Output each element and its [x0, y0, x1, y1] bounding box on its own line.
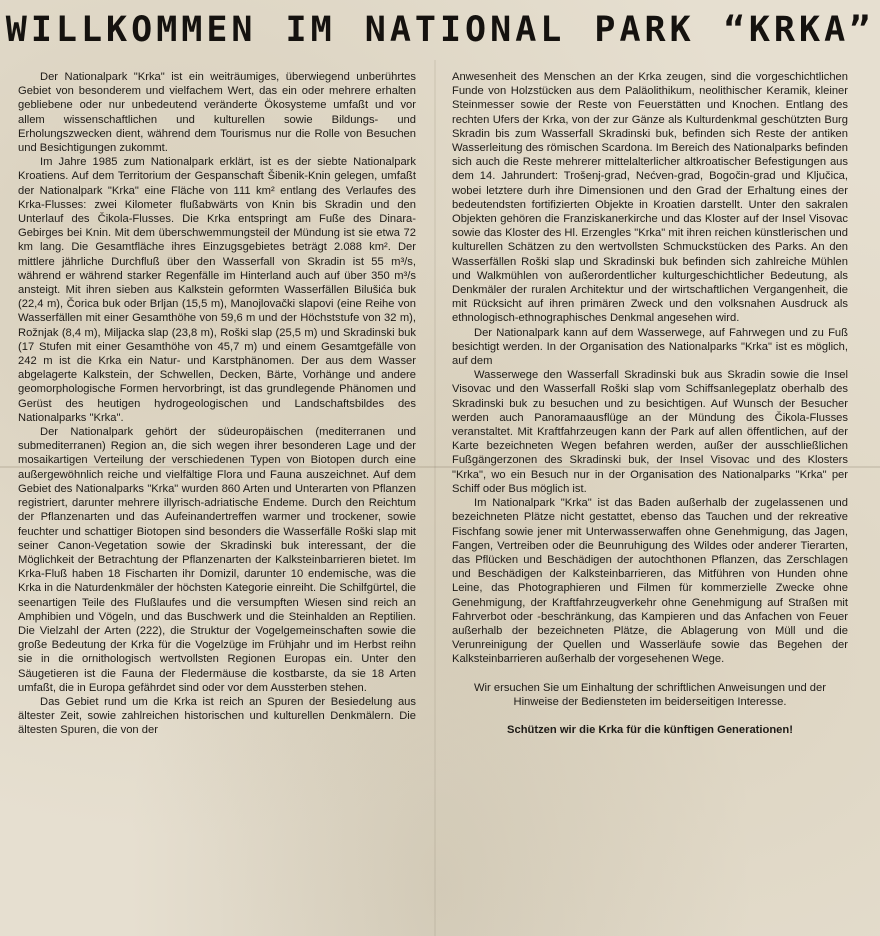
- paragraph-rules: Im Nationalpark "Krka" ist das Baden außerhalb der zugelassenen und bezeichneten Plätze nicht gestattet, ebenso das Tauchen und der rekreative Fischfang sowie jener mit Unterwasserwaffen ohne Genehmigung, das Jagen, Fangen, Vertreiben oder die Beunruhigung des Wildes oder anderer Tierarten, das Pflücken und Beschädigen der autochthonen Pflanzen, das Zerschlagen und Beschädigen der Kalksteinbarrieren, das Mitführen von Hunden ohne Leine, das Photographieren und Filmen für kommerzielle Zwecke ohne Genehmigung, der Kraftfahrzeugverkehr ohne Genehmigung auf Straßen mit Fahrverbot oder -beschränkung, das Kampieren und das Anfachen von Feuer außerhalb der bezeichneten Plätze, die Ablagerung von Müll und die Verunreinigung der Quellen und Wasserläufe sowie das Begehen der Kalksteinbarrieren außerhalb der vorgesehenen Wege.: [452, 497, 848, 666]
- paragraph-flora-fauna: Der Nationalpark gehört der südeuropäischen (mediterranen und submediterranen) Region an, die sich wegen ihrer besonderen Lage und der mosaikartigen Verteilung der verschiedenen Typen von Biotopen durch eine außergewöhnlich reiche und vielfältige Flora und Fauna auszeichnet. Auf dem Gebiet des Nationalparks "Krka" wurden 860 Arten und Unterarten von Pflanzen registriert, darunter mehrere illyrisch-adriatische Endeme. Durch den Reichtum der Pflanzenarten und das Aufeinandertreffen warmer und trockener, sowie feuchter und schattiger Biotopen sind besonders die Wasserfälle Roški slap mit seiner Canon-Vegetation sowie der Skradinski buk interessant, der die Möglichkeit der Betrachtung der Pflanzenarten der Kalksteinbarrieren bietet. Im Krka-Fluß haben 18 Fischarten ihr Domizil, darunter 10 endemische, was die Krka in die Naturdenkmäler der höchsten Kategorie einreiht. Die Schilfgürtel, die seenartigen Teile des Flußlaufes und die versumpften Wiesen sind reich an Amphibien und Vögeln, und das Buschwerk und die Steinhalden an Reptilien. Die Vielzahl der Arten (222), die Struktur der Vogelgemeinschaften sowie die große Bedeutung der Krka für die Vogelzüge im Frühjahr und im Herbst reihn sie in die ornithologisch wertvollsten Regionen Europas ein. Unter den Säugetieren ist die Fauna der Fledermäuse die kostbarste, da sie 18 Arten umfaßt, die in Europa gefährdet sind oder vor dem Aussterben stehen.: [18, 426, 416, 694]
- paragraph-settlement-start: Das Gebiet rund um die Krka ist reich an Spuren der Besiedelung aus ältester Zeit, sowie zahlreichen historischen und kulturellen Denkmälern. Die ältesten Spuren, die von der: [18, 695, 416, 737]
- page-title: WILLKOMMEN IM NATIONAL PARK “KRKA”: [5, 10, 875, 50]
- closing-request: Wir ersuchen Sie um Einhaltung der schriftlichen Anweisungen und der Hinweise der Bediensteten im beiderseitigen Interesse.: [474, 681, 826, 708]
- paragraph-visiting: Der Nationalpark kann auf dem Wasserwege, auf Fahrwegen und zu Fuß besichtigt werden. In der Organisation des Nationalparks "Krka" ist es möglich, auf dem: [452, 326, 848, 368]
- paragraph-settlement-continued: Anwesenheit des Menschen an der Krka zeugen, sind die vorgeschichtlichen Funde von Holzstücken aus dem Paläolithikum, neolithischer Keramik, kleiner Steinmesser sowie der Reste von Feuerstätten und Knochen. Entlang des rechten Ufers der Krka, von der zur Gänze als Kulturdenkmal geschützten Burg Skradin bis zum Wasserfall Skradinski buk, befinden sich Reste der antiken Wasserleitung des römischen Scardona. Im Bereich des Nationalparks befinden sich auch die Reste mehrerer mittelalterlicher altkroatischer Befestigungen aus dem 14. Jahrundert: Trošenj-grad, Nećven-grad, Bogočin-grad und Ključica, wobei letztere durh ihre Dimensionen und den Grad der Erhaltung eines der bedeutendsten fortifizierten Objekte in Kroatien darstellt. Unter den sakralen Objekten gehören die Franziskanerkirche und das Kloster auf der Insel Visovac sowie das Kloster des Hl. Erzengles "Krka" mit ihren reichen künstlerischen und kulturellen Schätzen zu den wertvollsten Schmuckstücken des Parks. An den Wasserfällen Roški slap und Skradinski buk befinden sich zahlreiche Mühlen und Walkmühlen von außerordentlicher kulturgeschichtlicher Bedeutung, als Denkmäler der ruralen Architektur und der wirtschaftlichen Vergangenheit, die mit Rücksicht auf ihren primären Zweck und den volksnahen Ausdruck als ethnologisch-ethnographisches Denkmal angesehen wird.: [452, 71, 848, 325]
- right-column: [452, 70, 848, 930]
- slogan: Schützen wir die Krka für die künftigen Generationen!: [507, 723, 793, 736]
- paragraph-intro: Der Nationalpark "Krka" ist ein weiträumiges, überwiegend unberührtes Gebiet von besonderem und vielfachem Wert, das ein oder mehrere erhalten gebliebene oder nur unbedeutend veränderte Ökosysteme umfaßt und vor allem wissenschaftlichen und kulturellen sowie Bildungs- und Erholungszwecken dient, während dem Tourismus nur die Rolle von Besuchen und Besichtigungen zukommt.: [18, 71, 416, 155]
- fold-line-vertical: [434, 60, 436, 936]
- paragraph-history-geography: Im Jahre 1985 zum Nationalpark erklärt, ist es der siebte Nationalpark Kroatiens. Auf dem Territorium der Gespanschaft Šibenik-Knin gelegen, umfaßt der Nationalpark "Krka" eine Fläche von 111 km² entlang des Verlaufes des Krka-Flusses: zwei Kilometer flußabwärts von Knin bis Skradin und den Unterlauf des Čikola-Flusses. Die Krka entspringt am Fuße des Dinara-Gebirges bei Knin. Mit dem überschwemmungsteil der Mündung ist sie etwa 72 km lang. Die Gesamtfläche ihres Einzugsgebietes beträgt 2.088 km². Der mittlere jährliche Durchfluß über den Wasserfall von Skradin ist 55 m³/s, während er während starker Regenfälle im Hinterland auch auf über 350 m³/s ansteigt. Mit ihren sieben aus Kalkstein geformten Wasserfällen Bilušića buk (22,4 m), Čorica buk oder Brljan (15,5 m), Manojlovački slapovi (eine Reihe von Wasserfällen mit einer Gesamthöhe von 59,6 m und der Höchststufe von 32 m), Rožnjak (8,4 m), Miljacka slap (23,8 m), Roški slap (25,5 m) und Skradinski buk (17 Stufen mit einer Gesamthöhe von 45,7 m) und einem Gesamtgefälle von 242 m ist die Krka ein Natur- und Karstphänomen. Der aus dem Wasser abgelagerte Kalkstein, der Schwellen, Decken, Bärte, Vorhänge und andere geomorphologische Formen hervorbringt, ist das grundlegende Phänomen und Gerüst des heutigen hydrogeologischen und Landschaftsbildes des Nationalparks "Krka".: [18, 156, 416, 424]
- left-column: [18, 70, 416, 930]
- paragraph-waterways: Wasserwege den Wasserfall Skradinski buk aus Skradin sowie die Insel Visovac und den Wasserfall Roški slap vom Schiffsanlegeplatz oberhalb des Skradinski buk zu besuchen und zu besichtigen. Auf Wunsch der Besucher werden auch Panoramaausflüge an der Mündung des Čikola-Flusses veranstaltet. Mit Kraftfahrzeugen kann der Park auf allen öffentlichen, auf der Karte bezeichneten Wegen befahren werden, außer der ausschließlichen Fußgängerzonen des Skradinski buk, der Insel Visovac und des Klosters "Krka", wo ein Besuch nur in der Organisation des Nationalparks "Krka" per Schiff oder Bus möglich ist.: [452, 369, 848, 495]
